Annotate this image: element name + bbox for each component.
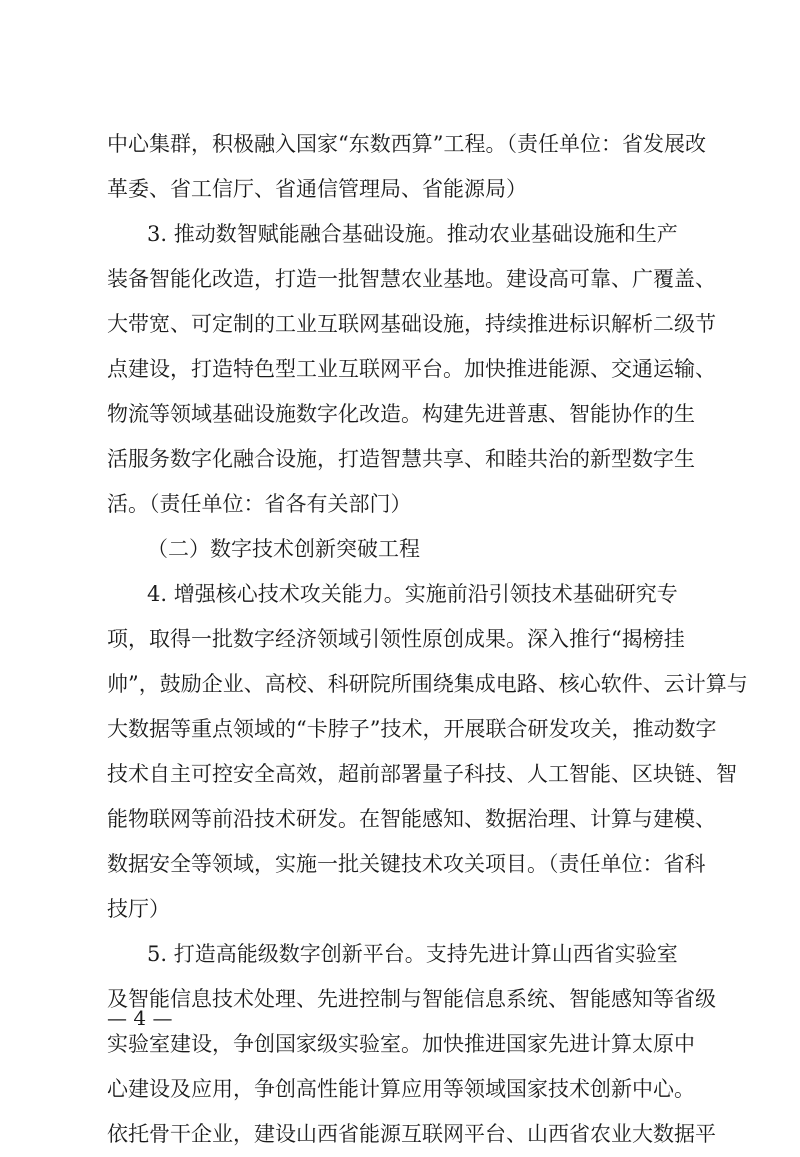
text-line: 能物联网等前沿技术研发。在智能感知、数据治理、计算与建模、 [107, 807, 716, 831]
text-line: 中心集群，积极融入国家“东数西算”工程。（责任单位：省发展改 [107, 132, 706, 156]
text-line: 技术自主可控安全高效，超前部署量子科技、人工智能、区块链、智 [107, 762, 737, 786]
text-line: 技厅） [107, 897, 170, 921]
text-line: 点建设，打造特色型工业互联网平台。加快推进能源、交通运输、 [107, 357, 716, 381]
paragraph-start-line: 3. 推动数智赋能融合基础设施。推动农业基础设施和生产 [147, 222, 678, 246]
text-line: 心建设及应用，争创高性能计算应用等领域国家技术创新中心。 [107, 1077, 695, 1101]
text-line: 活。（责任单位：省各有关部门） [107, 492, 412, 516]
page-number: — 4 — [107, 1006, 173, 1030]
paragraph-start-line: 4. 增强核心技术攻关能力。实施前沿引领技术基础研究专 [147, 582, 678, 606]
text-line: 大数据等重点领域的“卡脖子”技术，开展联合研发攻关，推动数字 [107, 717, 717, 741]
section-heading: （二）数字技术创新突破工程 [147, 537, 420, 561]
text-line: 实验室建设，争创国家级实验室。加快推进国家先进计算太原中 [107, 1032, 695, 1056]
text-line: 数据安全等领域，实施一批关键技术攻关项目。（责任单位：省科 [107, 852, 706, 876]
text-line: 革委、省工信厅、省通信管理局、省能源局） [107, 177, 527, 201]
body-text [107, 122, 748, 1157]
text-line: 依托骨干企业，建设山西省能源互联网平台、山西省农业大数据平 [107, 1122, 716, 1146]
text-line: 项，取得一批数字经济领域引领性原创成果。深入推行“揭榜挂 [107, 627, 685, 651]
text-line: 装备智能化改造，打造一批智慧农业基地。建设高可靠、广覆盖、 [107, 267, 716, 291]
text-line: 活服务数字化融合设施，打造智慧共享、和睦共治的新型数字生 [107, 447, 695, 471]
text-line: 帅”，鼓励企业、高校、科研院所围绕集成电路、核心软件、云计算与 [107, 672, 748, 696]
text-line: 及智能信息技术处理、先进控制与智能信息系统、智能感知等省级 [107, 987, 716, 1011]
paragraph-start-line: 5. 打造高能级数字创新平台。支持先进计算山西省实验室 [147, 942, 678, 966]
text-line: 物流等领域基础设施数字化改造。构建先进普惠、智能协作的生 [107, 402, 695, 426]
text-line: 大带宽、可定制的工业互联网基础设施，持续推进标识解析二级节 [107, 312, 716, 336]
